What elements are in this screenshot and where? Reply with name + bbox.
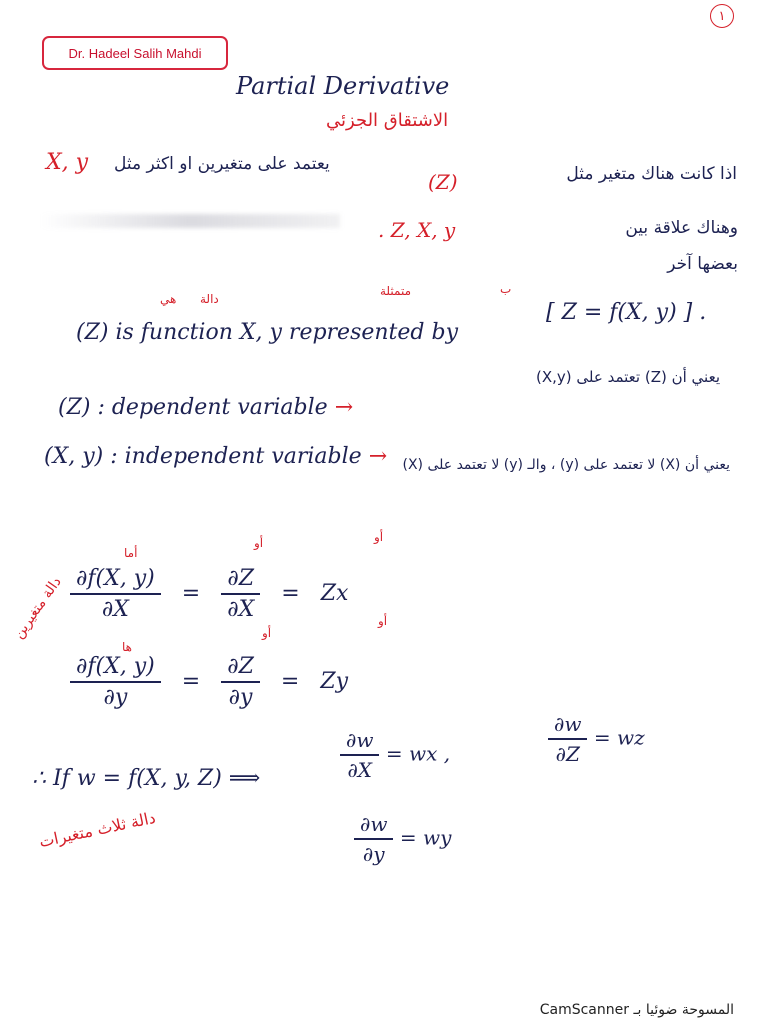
annot-mutamathila: متمثلة (380, 284, 412, 298)
side-label-three-vars: دالة ثلاث متغيرات (37, 807, 158, 852)
faded-scan-region (40, 214, 340, 228)
page-number: ١ (710, 4, 734, 28)
equation-partial-x: $\frac{\partial f(X, y)}{\partial X}$ = $\frac{\partial Z}{\partial X}$ = Zx (70, 566, 348, 622)
page-title-arabic: الاشتقاق الجزئي (326, 110, 449, 131)
annot-aw: أو (254, 536, 264, 550)
line3-arabic: بعضها آخر (667, 254, 738, 274)
function-definition: [ Z = f(X, y) ] . (546, 300, 707, 325)
line1-arabic-start: اذا كانت هناك متغير مثل (566, 164, 737, 184)
annot-amma: أما (124, 546, 138, 560)
means-z-depends: يعني أن (Z) تعتمد على (X,y) (536, 368, 720, 386)
arrow-icon: → (334, 395, 354, 420)
fraction-z-x: $\frac{\partial Z}{\partial X}$ (221, 566, 260, 622)
camscanner-footer: CamScanner المسوحة ضوئيا بـ (539, 1002, 734, 1018)
fraction-z-y: $\frac{\partial Z}{\partial y}$ (221, 654, 260, 710)
annot-b: ب (500, 282, 512, 296)
arrow-icon: → (368, 444, 388, 469)
line1-arabic-end: يعتمد على متغيرين او اكثر مثل (114, 154, 330, 174)
function-statement: (Z) is function X, y represented by (76, 320, 459, 345)
dependent-text: (Z) : dependent variable (58, 395, 328, 420)
var-z-example: (Z) (428, 170, 458, 194)
fraction-f-y: $\frac{\partial f(X, y)}{\partial y}$ (70, 654, 161, 710)
zx: Zx (320, 581, 349, 606)
side-label-two-vars: دالة متغيرين (10, 574, 65, 642)
author-name-box (42, 36, 228, 70)
equation-partial-y: $\frac{\partial f(X, y)}{\partial y}$ = $\frac{\partial Z}{\partial y}$ = Zy (70, 654, 348, 710)
equation-w-y: $\frac{\partial w}{\partial y}$ = wy (354, 812, 451, 866)
annot-aw: أو (262, 626, 272, 640)
if-w-statement: ∴ If w = f(X, y, Z) ⟹ (32, 766, 261, 791)
vars-xy-example: X, y (46, 150, 89, 175)
annot-dalla: دالة (200, 292, 219, 306)
vars-zxy: . Z, X, y (378, 218, 456, 242)
equation-w-z: $\frac{\partial w}{\partial Z}$ = wz (548, 712, 645, 766)
fraction-f-x: $\frac{\partial f(X, y)}{\partial X}$ (70, 566, 161, 622)
author-name: Dr. Hadeel Salih Mahdi (68, 45, 202, 61)
annot-aw: أو (374, 530, 384, 544)
line2-arabic: وهناك علاقة بين (625, 218, 738, 238)
zy: Zy (320, 669, 349, 694)
means-xy-independent: يعني أن (X) لا تعتمد على (y) ، والـ (y) لا تعتمد على (X) (402, 457, 730, 473)
independent-text: (X, y) : independent variable (44, 444, 362, 469)
annot-aw: أو (378, 614, 388, 628)
dependent-variable-label (58, 395, 353, 420)
equation-w-x: $\frac{\partial w}{\partial X}$ = wx , (340, 728, 450, 782)
annot-hiya: هي (160, 292, 177, 306)
annot-ha: ها (122, 640, 132, 654)
page-title: Partial Derivative (236, 72, 450, 100)
